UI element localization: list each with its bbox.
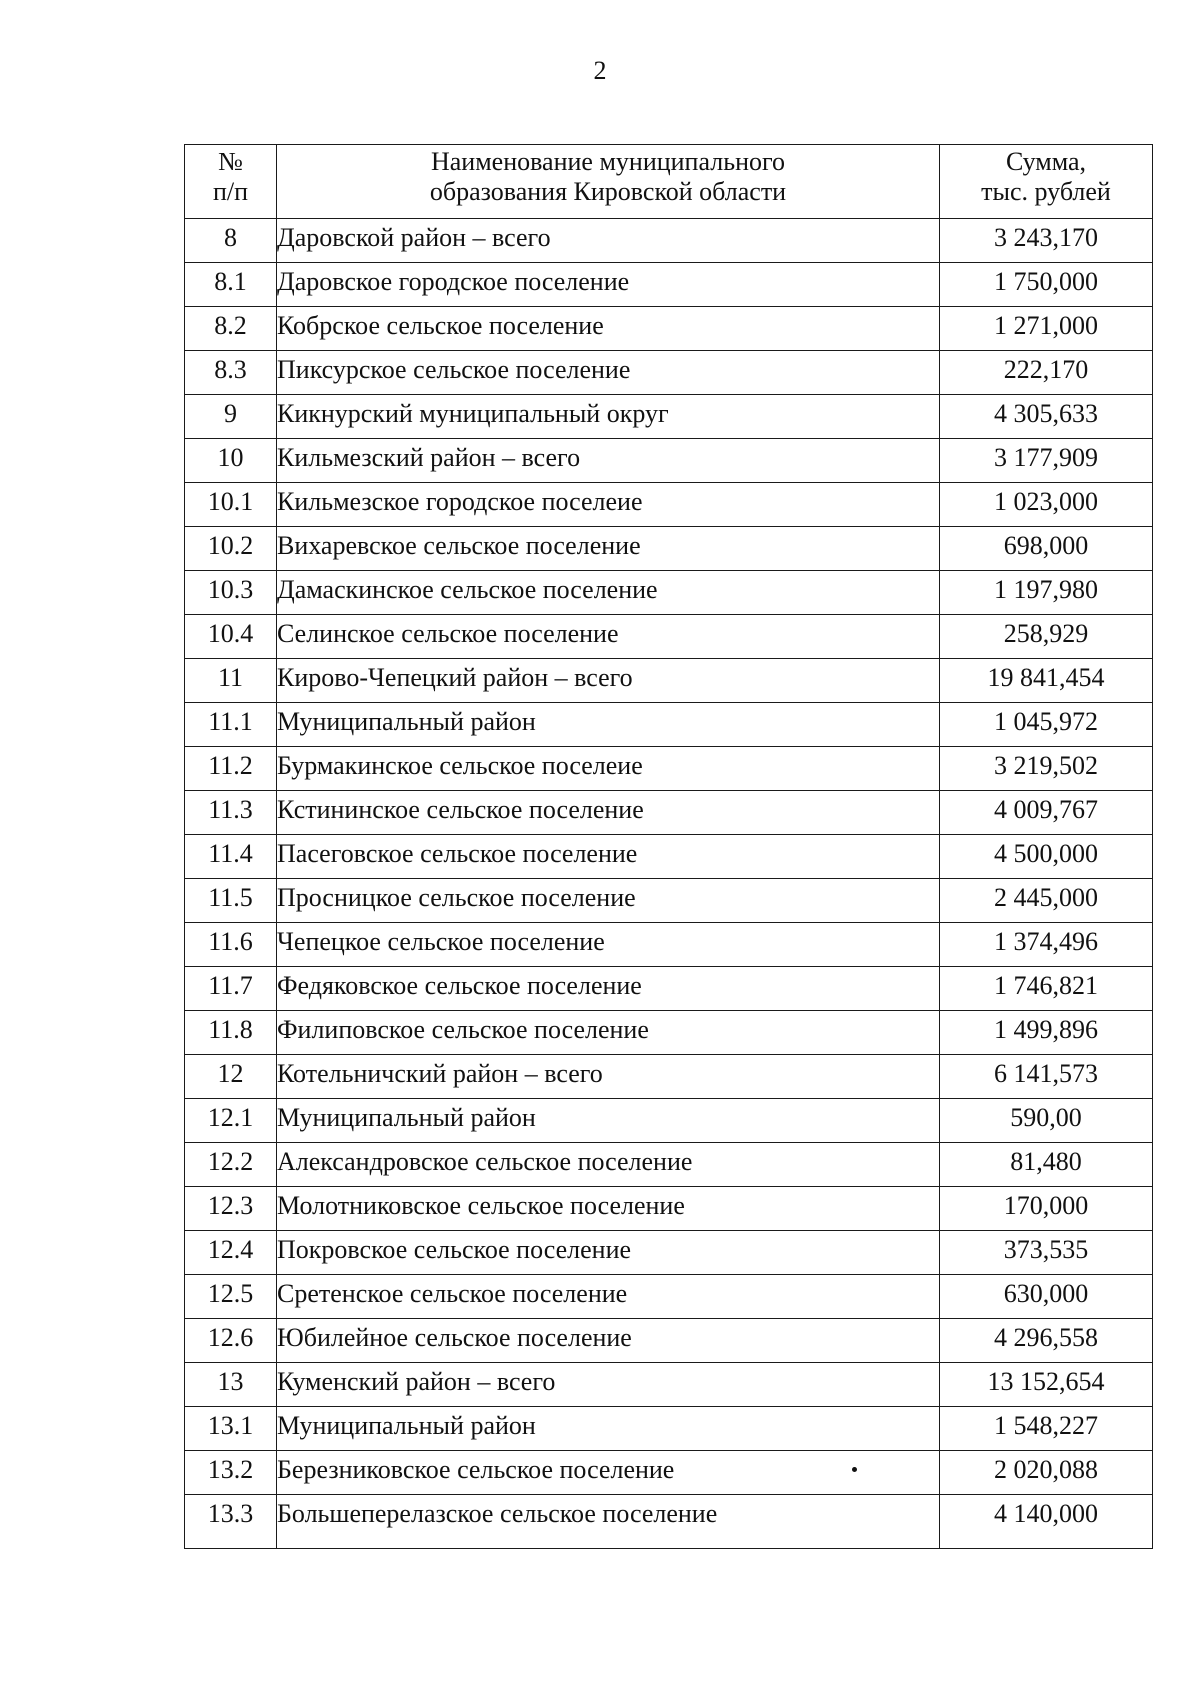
row-name-cell: Березниковское сельское поселение	[277, 1451, 940, 1495]
row-sum-cell: 13 152,654	[940, 1363, 1153, 1407]
table-row	[185, 1187, 1153, 1231]
table-row	[185, 219, 1153, 263]
row-name-cell: Вихаревское сельское поселение	[277, 527, 940, 571]
row-number-cell: 8.1	[185, 263, 277, 307]
row-name-cell: Пасеговское сельское поселение	[277, 835, 940, 879]
table-row	[185, 747, 1153, 791]
row-name-cell: Филиповское сельское поселение	[277, 1011, 940, 1055]
row-name-cell: Сретенское сельское поселение	[277, 1275, 940, 1319]
row-name-cell: Большеперелазское сельское поселение	[277, 1495, 940, 1549]
table-row	[185, 395, 1153, 439]
row-number-cell: 13.3	[185, 1495, 277, 1549]
row-sum-cell: 4 140,000	[940, 1495, 1153, 1549]
row-sum-cell: 698,000	[940, 527, 1153, 571]
header-num-line2: п/п	[212, 177, 249, 206]
row-sum-cell: 373,535	[940, 1231, 1153, 1275]
row-sum-cell: 19 841,454	[940, 659, 1153, 703]
row-number-cell: 11.3	[185, 791, 277, 835]
table-row	[185, 615, 1153, 659]
row-sum-cell: 1 548,227	[940, 1407, 1153, 1451]
row-sum-cell: 2 020,088	[940, 1451, 1153, 1495]
table-row	[185, 791, 1153, 835]
table-row	[185, 923, 1153, 967]
table-row	[185, 1495, 1153, 1549]
row-number-cell: 8.3	[185, 351, 277, 395]
row-number-cell: 11.4	[185, 835, 277, 879]
table-row	[185, 263, 1153, 307]
row-number-cell: 8.2	[185, 307, 277, 351]
table-row	[185, 659, 1153, 703]
row-number-cell: 8	[185, 219, 277, 263]
row-sum-cell: 3 243,170	[940, 219, 1153, 263]
row-number-cell: 12.2	[185, 1143, 277, 1187]
row-sum-cell: 3 219,502	[940, 747, 1153, 791]
table-row	[185, 1011, 1153, 1055]
row-sum-cell: 1 045,972	[940, 703, 1153, 747]
row-name-cell: Дамаскинское сельское поселение	[277, 571, 940, 615]
table-row	[185, 1407, 1153, 1451]
row-sum-cell: 3 177,909	[940, 439, 1153, 483]
row-sum-cell: 1 197,980	[940, 571, 1153, 615]
table-row	[185, 1363, 1153, 1407]
row-number-cell: 12	[185, 1055, 277, 1099]
row-number-cell: 10.1	[185, 483, 277, 527]
header-name	[277, 145, 940, 219]
table-row	[185, 527, 1153, 571]
row-name-cell: Александровское сельское поселение	[277, 1143, 940, 1187]
row-number-cell: 10.2	[185, 527, 277, 571]
row-number-cell: 12.3	[185, 1187, 277, 1231]
row-name-cell: Молотниковское сельское поселение	[277, 1187, 940, 1231]
row-sum-cell: 4 305,633	[940, 395, 1153, 439]
row-sum-cell: 258,929	[940, 615, 1153, 659]
table-row	[185, 1231, 1153, 1275]
row-sum-cell: 4 500,000	[940, 835, 1153, 879]
header-sum	[940, 145, 1153, 219]
row-number-cell: 10.4	[185, 615, 277, 659]
table-row	[185, 1451, 1153, 1495]
row-name-cell: Кильмезский район – всего	[277, 439, 940, 483]
table-body	[185, 219, 1153, 1549]
row-sum-cell: 1 746,821	[940, 967, 1153, 1011]
row-number-cell: 10	[185, 439, 277, 483]
row-number-cell: 11.8	[185, 1011, 277, 1055]
header-sum-line1: Сумма,	[1005, 147, 1087, 176]
row-name-cell: Селинское сельское поселение	[277, 615, 940, 659]
row-name-cell: Кирово-Чепецкий район – всего	[277, 659, 940, 703]
row-name-cell: Пиксурское сельское поселение	[277, 351, 940, 395]
row-number-cell: 11.2	[185, 747, 277, 791]
header-name-line1: Наименование муниципального	[430, 147, 786, 176]
row-name-cell: Кильмезское городское поселеие	[277, 483, 940, 527]
header-num	[185, 145, 277, 219]
row-sum-cell: 2 445,000	[940, 879, 1153, 923]
row-number-cell: 11.1	[185, 703, 277, 747]
row-number-cell: 12.1	[185, 1099, 277, 1143]
row-name-cell: Даровской район – всего	[277, 219, 940, 263]
row-name-cell: Кстининское сельское поселение	[277, 791, 940, 835]
table-row	[185, 307, 1153, 351]
row-name-cell: Котельничский район – всего	[277, 1055, 940, 1099]
row-sum-cell: 1 271,000	[940, 307, 1153, 351]
table-row	[185, 351, 1153, 395]
row-sum-cell: 6 141,573	[940, 1055, 1153, 1099]
header-sum-line2: тыс. рублей	[981, 177, 1111, 206]
table-row	[185, 483, 1153, 527]
table-row	[185, 571, 1153, 615]
row-number-cell: 12.6	[185, 1319, 277, 1363]
row-name-cell: Куменский район – всего	[277, 1363, 940, 1407]
row-name-cell: Чепецкое сельское поселение	[277, 923, 940, 967]
table-row	[185, 439, 1153, 483]
row-sum-cell: 1 374,496	[940, 923, 1153, 967]
row-name-cell: Просницкое сельское поселение	[277, 879, 940, 923]
row-sum-cell: 222,170	[940, 351, 1153, 395]
table-row	[185, 1275, 1153, 1319]
row-sum-cell: 170,000	[940, 1187, 1153, 1231]
row-number-cell: 9	[185, 395, 277, 439]
table-row	[185, 1143, 1153, 1187]
row-number-cell: 12.4	[185, 1231, 277, 1275]
row-sum-cell: 630,000	[940, 1275, 1153, 1319]
row-name-cell: Муниципальный район	[277, 1407, 940, 1451]
table-row	[185, 1055, 1153, 1099]
row-number-cell: 11.7	[185, 967, 277, 1011]
row-name-cell: Покровское сельское поселение	[277, 1231, 940, 1275]
table-row	[185, 879, 1153, 923]
table-row	[185, 1099, 1153, 1143]
table-row	[185, 703, 1153, 747]
row-sum-cell: 1 750,000	[940, 263, 1153, 307]
budget-table	[184, 144, 1153, 1549]
row-sum-cell: 590,00	[940, 1099, 1153, 1143]
row-number-cell: 13.2	[185, 1451, 277, 1495]
table-row	[185, 1319, 1153, 1363]
table-row	[185, 835, 1153, 879]
row-number-cell: 13.1	[185, 1407, 277, 1451]
page-number: 2	[593, 56, 607, 85]
header-num-line1: №	[218, 147, 243, 176]
row-number-cell: 13	[185, 1363, 277, 1407]
row-sum-cell: 4 009,767	[940, 791, 1153, 835]
row-number-cell: 12.5	[185, 1275, 277, 1319]
table-header	[185, 145, 1153, 219]
row-name-cell: Кобрское сельское поселение	[277, 307, 940, 351]
header-row	[185, 145, 1153, 219]
row-number-cell: 11.5	[185, 879, 277, 923]
row-sum-cell: 81,480	[940, 1143, 1153, 1187]
row-name-cell: Муниципальный район	[277, 703, 940, 747]
row-name-cell: Даровское городское поселение	[277, 263, 940, 307]
row-sum-cell: 4 296,558	[940, 1319, 1153, 1363]
row-number-cell: 11.6	[185, 923, 277, 967]
scan-speck	[852, 1467, 857, 1472]
row-name-cell: Федяковское сельское поселение	[277, 967, 940, 1011]
row-number-cell: 10.3	[185, 571, 277, 615]
row-name-cell: Юбилейное сельское поселение	[277, 1319, 940, 1363]
row-number-cell: 11	[185, 659, 277, 703]
row-sum-cell: 1 023,000	[940, 483, 1153, 527]
row-name-cell: Кикнурский муниципальный округ	[277, 395, 940, 439]
row-name-cell: Муниципальный район	[277, 1099, 940, 1143]
row-name-cell: Бурмакинское сельское поселеие	[277, 747, 940, 791]
table-row	[185, 967, 1153, 1011]
header-name-line2: образования Кировской области	[429, 177, 787, 206]
row-sum-cell: 1 499,896	[940, 1011, 1153, 1055]
